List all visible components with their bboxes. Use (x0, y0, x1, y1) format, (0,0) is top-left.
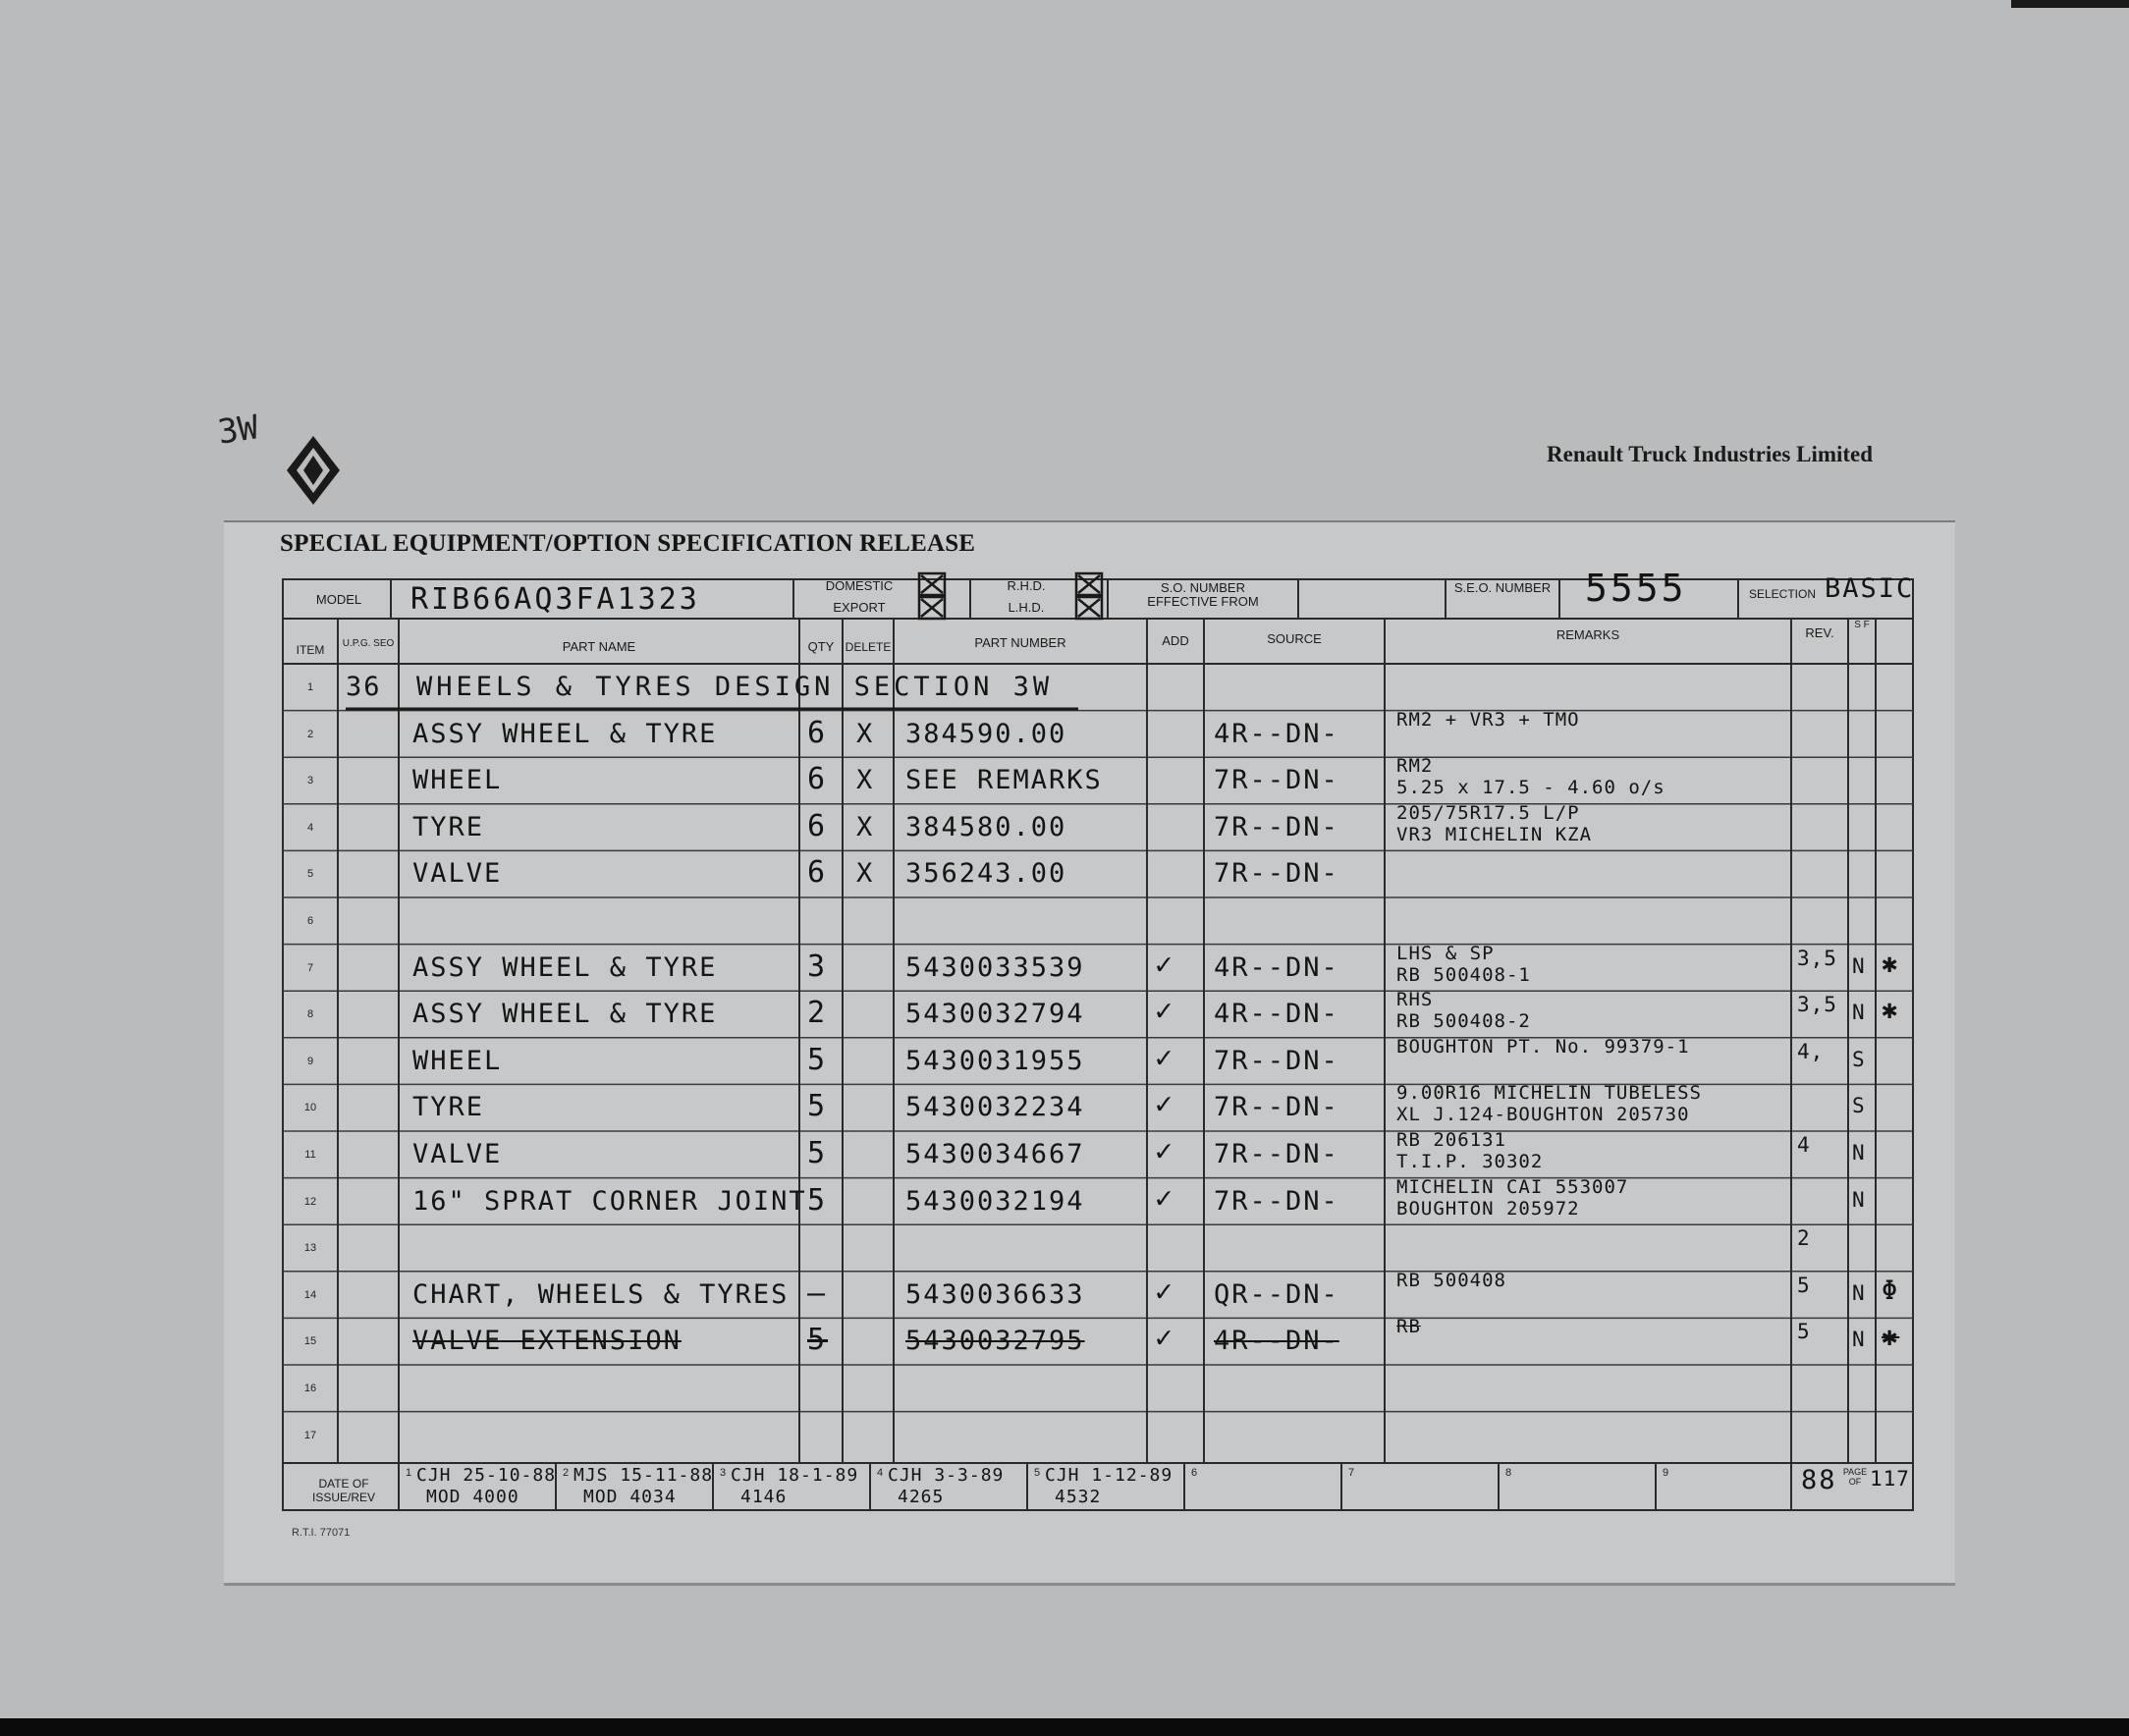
qty-cell: 2 (807, 996, 829, 1031)
sf-cell: S (1852, 1094, 1866, 1118)
part-name-cell: VALVE (412, 1139, 503, 1169)
col-delete: DELETE (845, 640, 892, 654)
part-name-cell: TYRE (412, 811, 485, 842)
issue-date: CJH 18-1-89 (731, 1465, 859, 1486)
part-number-cell: 5430034667 (905, 1139, 1085, 1169)
part-name-cell: WHEELS & TYRES DESIGN SECTION 3W (416, 672, 1054, 702)
part-name-cell: ASSY WHEEL & TYRE (412, 999, 718, 1030)
seo-number-value: 5555 (1585, 567, 1687, 610)
issue-number: 8 (1504, 1467, 1512, 1479)
row-number: 8 (306, 1008, 314, 1021)
add-check-cell: ✓ (1155, 1087, 1176, 1122)
add-check-cell: ✓ (1155, 1180, 1176, 1216)
source-cell: 7R--DN- (1214, 811, 1339, 842)
part-number-cell: 384590.00 (905, 718, 1067, 749)
issue-mod: 4146 (740, 1487, 788, 1507)
col-qty: QTY (807, 639, 835, 654)
part-number-cell: 5430032795 (905, 1326, 1085, 1357)
part-name-cell: WHEEL (412, 1045, 503, 1076)
remarks-line1-cell: BOUGHTON PT. No. 99379-1 (1396, 1035, 1690, 1058)
remarks-line2-cell: VR3 MICHELIN KZA (1396, 823, 1593, 845)
remarks-line1-cell: RB 500408 (1396, 1269, 1506, 1291)
qty-cell: 3 (807, 949, 829, 984)
remarks-line1-cell: MICHELIN CAI 553007 (1396, 1175, 1629, 1198)
part-name-cell: VALVE EXTENSION (412, 1326, 682, 1357)
source-cell: 7R--DN- (1214, 1045, 1339, 1076)
col-add: ADD (1162, 633, 1189, 648)
page-of-label: PAGE OF (1842, 1467, 1868, 1487)
model-value: RIB66AQ3FA1323 (410, 582, 700, 617)
page-number: 88 (1801, 1465, 1837, 1495)
sf-cell: N (1852, 1280, 1866, 1305)
issue-date: CJH 1-12-89 (1045, 1465, 1174, 1486)
part-number-cell: 356243.00 (905, 858, 1067, 890)
row-number: 5 (306, 868, 314, 881)
add-check-cell: ✓ (1155, 994, 1176, 1029)
source-cell: 4R--DN- (1214, 718, 1339, 749)
rev-cell: 2 (1797, 1226, 1811, 1251)
issue-number: 1 (405, 1467, 412, 1479)
issue-mod: MOD 4000 (426, 1487, 519, 1507)
source-cell: 7R--DN- (1214, 1139, 1339, 1169)
delete-cell: X (856, 765, 875, 796)
col-remarks: REMARKS (1556, 627, 1620, 642)
issue-number: 9 (1662, 1467, 1669, 1479)
issue-date: CJH 25-10-88 (416, 1465, 557, 1486)
remarks-line2-cell: XL J.124-BOUGHTON 205730 (1396, 1104, 1690, 1126)
part-number-cell: SEE REMARKS (905, 765, 1103, 796)
part-name-cell: VALVE (412, 858, 503, 890)
rev-cell: 3,5 (1797, 993, 1837, 1017)
last-mark-cell: ✱ (1882, 995, 1900, 1026)
qty-cell: 6 (807, 715, 829, 750)
selection-value: BASIC (1825, 573, 1915, 604)
qty-cell: 5 (807, 1182, 829, 1218)
remarks-line2-cell: RB 500408-1 (1396, 963, 1531, 986)
row-number: 1 (306, 681, 314, 693)
col-rev: REV. (1805, 625, 1834, 640)
issue-number: 3 (719, 1467, 727, 1479)
part-name-cell: TYRE (412, 1092, 485, 1123)
remarks-line2-cell: T.I.P. 30302 (1396, 1151, 1544, 1172)
rev-cell: 4, (1797, 1039, 1825, 1063)
remarks-line1-cell: LHS & SP (1396, 942, 1495, 964)
so-number-label: S.O. NUMBER EFFECTIVE FROM (1147, 580, 1259, 609)
remarks-line2-cell: 5.25 x 17.5 - 4.60 o/s (1396, 777, 1665, 799)
col-upg-seo: U.P.G. SEO (342, 638, 395, 649)
source-cell: 4R--DN- (1214, 1326, 1339, 1357)
row-number: 17 (303, 1429, 317, 1441)
part-number-cell: 5430032194 (905, 1185, 1085, 1217)
rhd-label: R.H.D. (1007, 578, 1046, 593)
rev-cell: 5 (1797, 1273, 1811, 1297)
row-number: 12 (303, 1195, 317, 1208)
remarks-line1-cell: 9.00R16 MICHELIN TUBELESS (1396, 1082, 1702, 1105)
remarks-line1-cell: RB (1396, 1316, 1421, 1338)
col-part-number: PART NUMBER (974, 635, 1066, 650)
last-mark-cell: Φ (1882, 1275, 1900, 1306)
lhd-label: L.H.D. (1008, 600, 1045, 615)
part-number-cell: 5430033539 (905, 951, 1085, 983)
upg-seo-cell: 36 (346, 672, 382, 702)
part-number-cell: 5430036633 (905, 1278, 1085, 1310)
add-check-cell: ✓ (1155, 1040, 1176, 1075)
delete-cell: X (856, 858, 875, 890)
col-source: SOURCE (1267, 631, 1322, 646)
source-cell: 7R--DN- (1214, 858, 1339, 890)
delete-cell: X (856, 811, 875, 842)
issue-number: 5 (1033, 1467, 1041, 1479)
issue-mod: MOD 4034 (583, 1487, 677, 1507)
row-number: 4 (306, 821, 314, 834)
part-name-cell: ASSY WHEEL & TYRE (412, 718, 718, 749)
issue-mod: 4532 (1055, 1487, 1102, 1507)
part-name-cell: CHART, WHEELS & TYRES (412, 1278, 790, 1310)
form-code: R.T.I. 77071 (292, 1527, 351, 1539)
qty-cell: 6 (807, 762, 829, 797)
sf-cell: N (1852, 1001, 1866, 1025)
remarks-line2-cell: RB 500408-2 (1396, 1010, 1531, 1033)
sf-cell: S (1852, 1047, 1866, 1071)
row-number: 9 (306, 1055, 314, 1067)
part-number-cell: 5430032794 (905, 999, 1085, 1030)
rev-cell: 3,5 (1797, 946, 1837, 970)
sf-cell: N (1852, 953, 1866, 978)
row-number: 10 (303, 1102, 317, 1114)
sf-cell: N (1852, 1328, 1866, 1352)
company-name: Renault Truck Industries Limited (1547, 442, 1874, 466)
sf-cell: N (1852, 1141, 1866, 1165)
issue-date: MJS 15-11-88 (573, 1465, 714, 1486)
row-number: 11 (304, 1149, 316, 1161)
form-title: SPECIAL EQUIPMENT/OPTION SPECIFICATION RELEASE (280, 530, 976, 557)
row-number: 16 (303, 1383, 317, 1394)
row-number: 2 (306, 728, 314, 740)
corner-note: 3W (215, 407, 261, 453)
issue-number: 7 (1347, 1467, 1355, 1479)
issue-mod: 4265 (898, 1487, 945, 1507)
last-mark-cell: ✱ (1882, 1322, 1900, 1353)
issue-date: CJH 3-3-89 (888, 1465, 1005, 1486)
remarks-line2-cell: BOUGHTON 205972 (1396, 1197, 1580, 1220)
qty-cell: 5 (807, 1042, 829, 1077)
source-cell: QR--DN- (1214, 1278, 1339, 1310)
row-number: 15 (303, 1335, 317, 1348)
remarks-line1-cell: RHS (1396, 989, 1434, 1011)
last-mark-cell: ✱ (1882, 948, 1900, 979)
qty-cell: – (807, 1275, 829, 1311)
part-number-cell: 5430032234 (905, 1092, 1085, 1123)
domestic-label: DOMESTIC (825, 578, 894, 593)
col-part-name: PART NAME (562, 639, 636, 654)
date-of-issue-label: DATE OF ISSUE/REV (311, 1477, 376, 1504)
remarks-line1-cell: RM2 (1396, 755, 1434, 778)
row-number: 3 (306, 775, 314, 787)
remarks-line1-cell: 205/75R17.5 L/P (1396, 801, 1580, 824)
issue-number: 6 (1190, 1467, 1198, 1479)
qty-cell: 6 (807, 855, 829, 891)
source-cell: 7R--DN- (1214, 1092, 1339, 1123)
part-number-cell: 5430031955 (905, 1045, 1085, 1076)
source-cell: 4R--DN- (1214, 951, 1339, 983)
source-cell: 4R--DN- (1214, 999, 1339, 1030)
model-label: MODEL (315, 592, 362, 607)
col-item: ITEM (296, 643, 325, 657)
selection-label: SELECTION (1748, 587, 1816, 601)
part-name-cell: ASSY WHEEL & TYRE (412, 951, 718, 983)
page-total: 117 (1870, 1467, 1910, 1491)
source-cell: 7R--DN- (1214, 1185, 1339, 1217)
row-number: 7 (306, 961, 314, 974)
source-cell: 7R--DN- (1214, 765, 1339, 796)
add-check-cell: ✓ (1155, 1321, 1176, 1356)
qty-cell: 5 (807, 1089, 829, 1124)
part-number-cell: 384580.00 (905, 811, 1067, 842)
add-check-cell: ✓ (1155, 1274, 1176, 1309)
add-check-cell: ✓ (1155, 1134, 1176, 1168)
issue-number: 4 (876, 1467, 884, 1479)
qty-cell: 5 (807, 1136, 829, 1170)
rev-cell: 5 (1797, 1320, 1811, 1344)
row-number: 6 (306, 915, 314, 927)
remarks-line1-cell: RB 206131 (1396, 1129, 1506, 1151)
row-number: 14 (303, 1288, 317, 1301)
delete-cell: X (856, 718, 875, 749)
seo-number-label: S.E.O. NUMBER (1453, 580, 1552, 595)
row-number: 13 (303, 1242, 317, 1255)
qty-cell: 6 (807, 808, 829, 843)
export-label: EXPORT (833, 600, 886, 615)
add-check-cell: ✓ (1155, 947, 1176, 982)
part-name-cell: 16" SPRAT CORNER JOINT (412, 1185, 807, 1217)
rev-cell: 4 (1797, 1133, 1811, 1157)
remarks-line1-cell: RM2 + VR3 + TMO (1396, 708, 1580, 731)
col-sf: S F (1854, 620, 1870, 630)
sf-cell: N (1852, 1187, 1866, 1212)
issue-number: 2 (562, 1467, 570, 1479)
part-name-cell: WHEEL (412, 765, 503, 796)
qty-cell: 5 (807, 1323, 829, 1358)
